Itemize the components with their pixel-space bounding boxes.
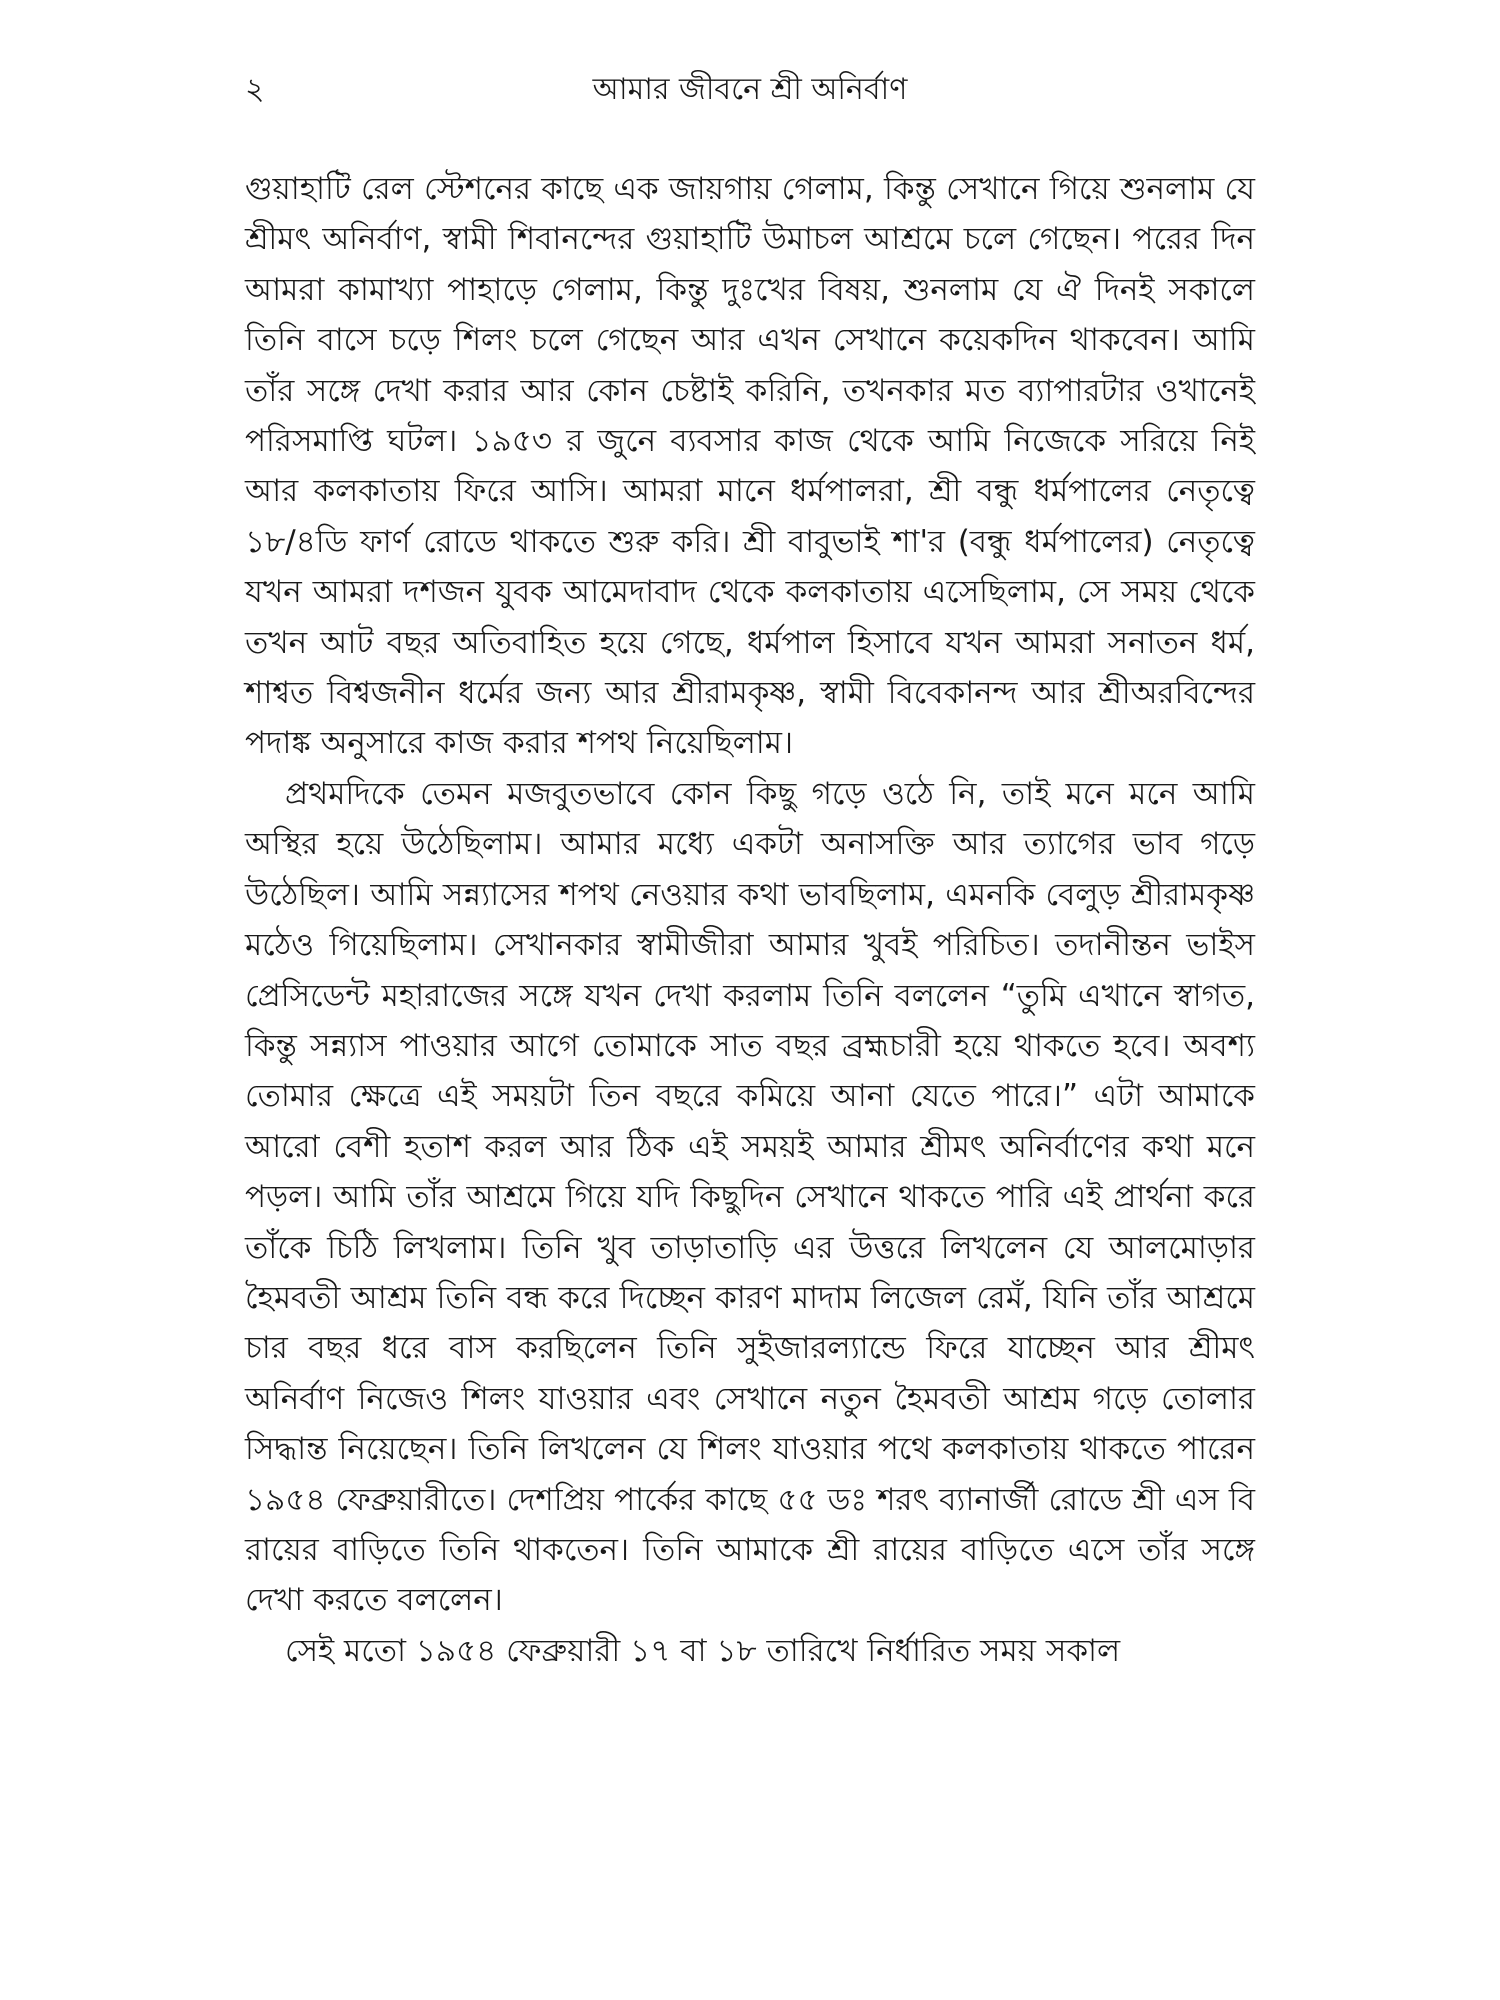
text-body <box>245 164 1255 1676</box>
paragraph-3: সেই মতো ১৯৫৪ ফেব্রুয়ারী ১৭ বা ১৮ তারিখে নির্ধারিত সময় সকাল <box>285 1632 1121 1669</box>
paragraph-2: প্রথমদিকে তেমন মজবুতভাবে কোন কিছু গড়ে ওঠে নি, তাই মনে মনে আমি অস্থির হয়ে উঠেছিলাম। আমার মধ্যে একটা অনাসক্তি আর ত্যাগের ভাব গড়ে উঠেছিল। আমি সন্ন্যাসের শপথ নেওয়ার কথা ভাবছিলাম, এমনকি বেলুড় শ্রীরামকৃষ্ণ মঠেও গিয়েছিলাম। সেখানকার স্বামীজীরা আমার খুবই পরিচিত। তদানীন্তন ভাইস প্রেসিডেন্ট মহারাজের সঙ্গে যখন দেখা করলাম তিনি বললেন “তুমি এখানে স্বাগত, কিন্তু সন্ন্যাস পাওয়ার আগে তোমাকে সাত বছর ব্রহ্মচারী হয়ে থাকতে হবে। অবশ্য তোমার ক্ষেত্রে এই সময়টা তিন বছরে কমিয়ে আনা যেতে পারে।” এটা আমাকে আরো বেশী হতাশ করল আর ঠিক এই সময়ই আমার শ্রীমৎ অনির্বাণের কথা মনে পড়ল। আমি তাঁর আশ্রমে গিয়ে যদি কিছুদিন সেখানে থাকতে পারি এই প্রার্থনা করে তাঁকে চিঠি লিখলাম। তিনি খুব তাড়াতাড়ি এর উত্তরে লিখলেন যে আলমোড়ার হৈমবতী আশ্রম তিনি বন্ধ করে দিচ্ছেন কারণ মাদাম লিজেল রেমঁ, যিনি তাঁর আশ্রমে চার বছর ধরে বাস করছিলেন তিনি সুইজারল্যান্ডে ফিরে যাচ্ছেন আর শ্রীমৎ অনির্বাণ নিজেও শিলং যাওয়ার এবং সেখানে নতুন হৈমবতী আশ্রম গড়ে তোলার সিদ্ধান্ত নিয়েছেন। তিনি লিখলেন যে শিলং যাওয়ার পথে কলকাতায় থাকতে পারেন ১৯৫৪ ফেব্রুয়ারীতে। দেশপ্রিয় পার্কের কাছে ৫৫ ডঃ শরৎ ব্যানার্জী রোডে শ্রী এস বি রায়ের বাড়িতে তিনি থাকতেন। তিনি আমাকে শ্রী রায়ের বাড়িতে এসে তাঁর সঙ্গে দেখা করতে বললেন। <box>245 775 1255 1619</box>
running-title: আমার জীবনে শ্রী অনির্বাণ <box>592 72 908 107</box>
paragraph-1: গুয়াহাটি রেল স্টেশনের কাছে এক জায়গায় গেলাম, কিন্তু সেখানে গিয়ে শুনলাম যে শ্রীমৎ অনির্বাণ, স্বামী শিবানন্দের গুয়াহাটি উমাচল আশ্রমে চলে গেছেন। পরের দিন আমরা কামাখ্যা পাহাড়ে গেলাম, কিন্তু দুঃখের বিষয়, শুনলাম যে ঐ দিনই সকালে তিনি বাসে চড়ে শিলং চলে গেছেন আর এখন সেখানে কয়েকদিন থাকবেন। আমি তাঁর সঙ্গে দেখা করার আর কোন চেষ্টাই করিনি, তখনকার মত ব্যাপারটার ওখানেই পরিসমাপ্তি ঘটল। ১৯৫৩ র জুনে ব্যবসার কাজ থেকে আমি নিজেকে সরিয়ে নিই আর কলকাতায় ফিরে আসি। আমরা মানে ধর্মপালরা, শ্রী বন্ধু ধর্মপালের নেতৃত্বে ১৮/৪ডি ফার্ণ রোডে থাকতে শুরু করি। শ্রী বাবুভাই শা'র (বন্ধু ধর্মপালের) নেতৃত্বে যখন আমরা দশজন যুবক আমেদাবাদ থেকে কলকাতায় এসেছিলাম, সে সময় থেকে তখন আট বছর অতিবাহিত হয়ে গেছে, ধর্মপাল হিসাবে যখন আমরা সনাতন ধর্ম, শাশ্বত বিশ্বজনীন ধর্মের জন্য আর শ্রীরামকৃষ্ণ, স্বামী বিবেকানন্দ আর শ্রীঅরবিন্দের পদাঙ্ক অনুসারে কাজ করার শপথ নিয়েছিলাম। <box>245 171 1255 762</box>
page-header <box>245 60 1255 120</box>
page-number: ২ <box>245 72 265 107</box>
